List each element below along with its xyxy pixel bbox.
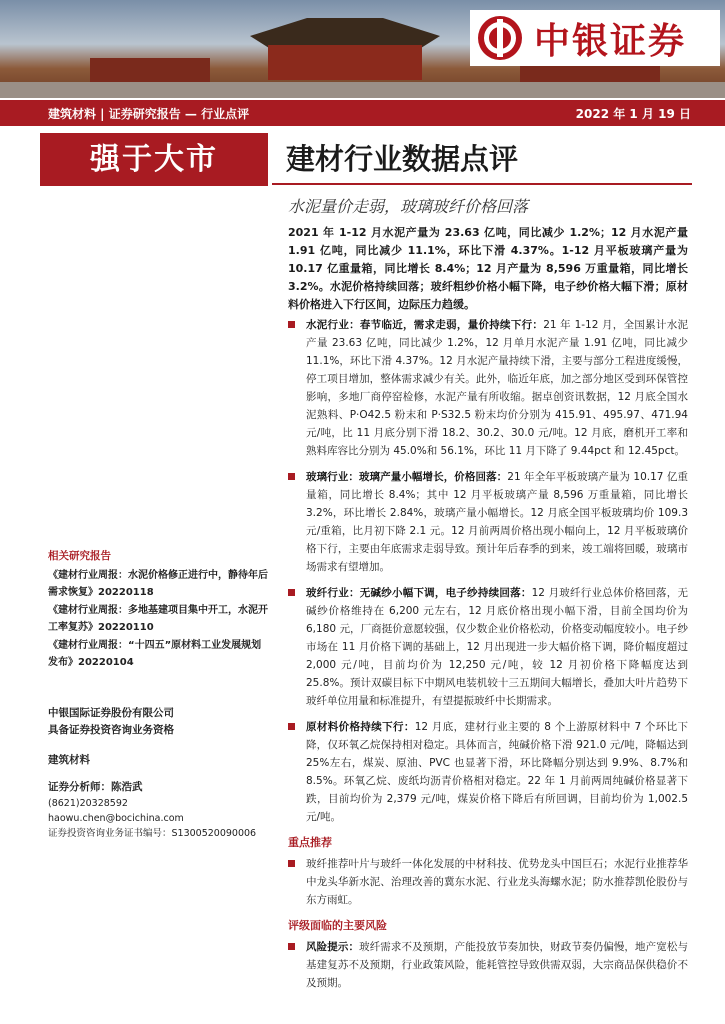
report-date: 2022 年 1 月 19 日: [575, 107, 691, 121]
palace-hall: [268, 45, 422, 80]
analyst-phone: (8621)20328592: [48, 798, 128, 809]
bullet-cement: [288, 316, 688, 460]
bullet-body: 21 年全年平板玻璃产量为 10.17 亿重量箱，同比增长 8.4%；其中 12 月平板玻璃产量 8,596 万重量箱，同比增长 3.2%，环比增长 2.84%，玻璃产量小幅增长。12 月底全国平板玻璃均价 109.3 元/重箱，比月初下降 2.1 元。12 月前两周价格出现小幅向上，12 月平板玻璃价格下行，主要由年底需求走弱导致。预计年后春季的到来，竣工端将回暖，玻璃市场需求有望增加。: [306, 471, 688, 573]
analyst-certificate: 证券投资咨询业务证书编号：S1300520090006: [48, 828, 257, 839]
bullet-body: 12 月底，建材行业主要的 8 个上游原材料中 7 个环比下降，仅环氧乙烷保持相对稳定。具体而言，纯碱价格下滑 921.0 元/吨，降幅达到 25%左右，煤炭、原油、PVC 也显著下滑，环比降幅分别达到 9.9%、8.7%和 8.5%。环氧乙烷、废纸均沥青价格相对稳定。22 年 1 月前两周纯碱价格显著下跌，目前均价为 2,379 元/吨，煤炭价格下降后有所回调，目前均价为 1,002.5 元/吨。: [306, 721, 689, 823]
bullet-head: 玻璃行业：玻璃产量小幅增长，价格回落：: [306, 471, 508, 483]
report-category: 建筑材料 | 证券研究报告 — 行业点评: [48, 107, 250, 121]
page-subtitle: 水泥量价走弱，玻璃玻纤价格回落: [288, 197, 529, 216]
bullet-square-icon: [288, 589, 295, 596]
bullet-square-icon: [288, 943, 295, 950]
related-title: 相关研究报告: [48, 550, 111, 562]
bullet-body: 21 年 1-12 月，全国累计水泥产量 23.63 亿吨，同比减少 1.2%，12 月单月水泥产量 1.91 亿吨，同比减少 11.1%，环比下滑 4.37%。12 月水泥产量持续下滑，主要与部分工程进度缓慢，停工项目增加，整体需求减少有关。此外，临近年底，加之部分地区受到环保管控影响，多地厂商停窑检修，水泥产量有所收缩。据卓创资讯数据，12 月底全国水泥熟料、P·O42.5 粉末和 P·S32.5 粉末均价分别为 415.91、495.97、471.94 元/吨，比 11 月底分别下滑 18.2、30.2、30.0 元/吨。12 月底，磨机开工率和熟料库容比分别为 45.0%和 56.1%，环比 11 月下降了 9.44pct 和 12.45pct。: [306, 319, 688, 457]
category-bar: [0, 100, 725, 126]
focus-heading: 重点推荐: [288, 836, 332, 849]
bullet-square-icon: [288, 860, 295, 867]
palace-side-hall: [90, 58, 210, 84]
related-report-link[interactable]: 《建材行业周报：“十四五”原材料工业发展规划发布》20220104: [48, 640, 262, 668]
palace-ground: [0, 82, 725, 98]
analyst-email[interactable]: haowu.chen@bocichina.com: [48, 813, 184, 824]
bullet-body: 12 月玻纤行业总体价格回落，无碱纱价格维持在 6,200 元左右，12 月底价格出现小幅下滑，目前全国均价为 6,180 元，厂商挺价意愿较强，仅少数企业价格松动，价格变动幅度较小。电子纱市场在 11 月价格下调的基础上，12 月出现进一步大幅价格下调，降价幅度超过 2,000 元/吨，目前均价为 12,250 元/吨，较 12 月初价格下降幅度达到 25.8%。预计双碳目标下中期风电装机较十三五期间大幅增长，叠加大叶片趋势下玻纤单位用量和标准提升，有望提振玻纤中长期需求。: [306, 587, 688, 707]
related-reports: [48, 548, 268, 672]
analyst-info: [48, 752, 268, 841]
bullet-raw-materials: [288, 718, 688, 826]
bullet-head: 风险提示：: [306, 941, 360, 953]
palace-roof: [250, 18, 440, 48]
org-info: [48, 705, 268, 739]
main-content: [288, 316, 688, 1000]
title-box: [272, 133, 692, 186]
related-report-link[interactable]: 《建材行业周报：水泥价格修正进行中，静待年后需求恢复》20220118: [48, 570, 268, 598]
risk-heading: 评级面临的主要风险: [288, 919, 387, 932]
rating-badge: 强于大市: [40, 133, 268, 186]
bullet-focus: [288, 855, 688, 909]
bullet-fiberglass: [288, 584, 688, 710]
related-report-link[interactable]: 《建材行业周报：多地基建项目集中开工，水泥开工率复苏》20220110: [48, 605, 268, 633]
bullet-risk: [288, 938, 688, 992]
bullet-body: 玻纤需求不及预期，产能投放节奏加快，财政节奏仍偏慢，地产宽松与基建复苏不及预期，行业政策风险，能耗管控导致供需双弱，大宗商品保供稳价不及预期。: [306, 941, 689, 989]
sector-label: 建筑材料: [48, 754, 90, 766]
boc-logo-icon: [478, 16, 522, 60]
bullet-head: 水泥行业：春节临近，需求走弱，量价持续下行：: [306, 319, 544, 331]
bullet-glass: [288, 468, 688, 576]
bullet-head: 玻纤行业：无碱纱小幅下调，电子纱持续回落：: [306, 587, 532, 599]
analyst-name: 证券分析师：陈浩武: [48, 781, 143, 793]
bullet-head: 原材料价格持续下行：: [306, 721, 415, 733]
page-title: 建材行业数据点评: [286, 142, 519, 176]
summary-paragraph: 2021 年 1-12 月水泥产量为 23.63 亿吨，同比减少 1.2%；12 月水泥产量 1.91 亿吨，同比减少 11.1%，环比下滑 4.37%。1-12 月平板玻璃产量为 10.17 亿重量箱，同比增长 8.4%；12 月产量为 8,596 万重量箱，同比增长 3.2%。水泥价格持续回落；玻纤粗纱价格小幅下降，电子纱价格大幅下滑；原材料价格进入下行区间，边际压力趋缓。: [288, 226, 688, 311]
bullet-square-icon: [288, 723, 295, 730]
title-divider: [272, 183, 692, 185]
bullet-square-icon: [288, 321, 295, 328]
bullet-square-icon: [288, 473, 295, 480]
org-qualification: 具备证券投资咨询业务资格: [48, 724, 174, 736]
logo-text: 中银证券: [534, 19, 687, 62]
org-name: 中银国际证券股份有限公司: [48, 707, 174, 719]
bullet-body: 玻纤推荐叶片与玻纤一体化发展的中材科技、优势龙头中国巨石；水泥行业推荐华中龙头华新水泥、治理改善的冀东水泥、行业龙头海螺水泥；防水推荐凯伦股份与东方雨虹。: [306, 858, 688, 906]
company-logo: [470, 10, 720, 66]
